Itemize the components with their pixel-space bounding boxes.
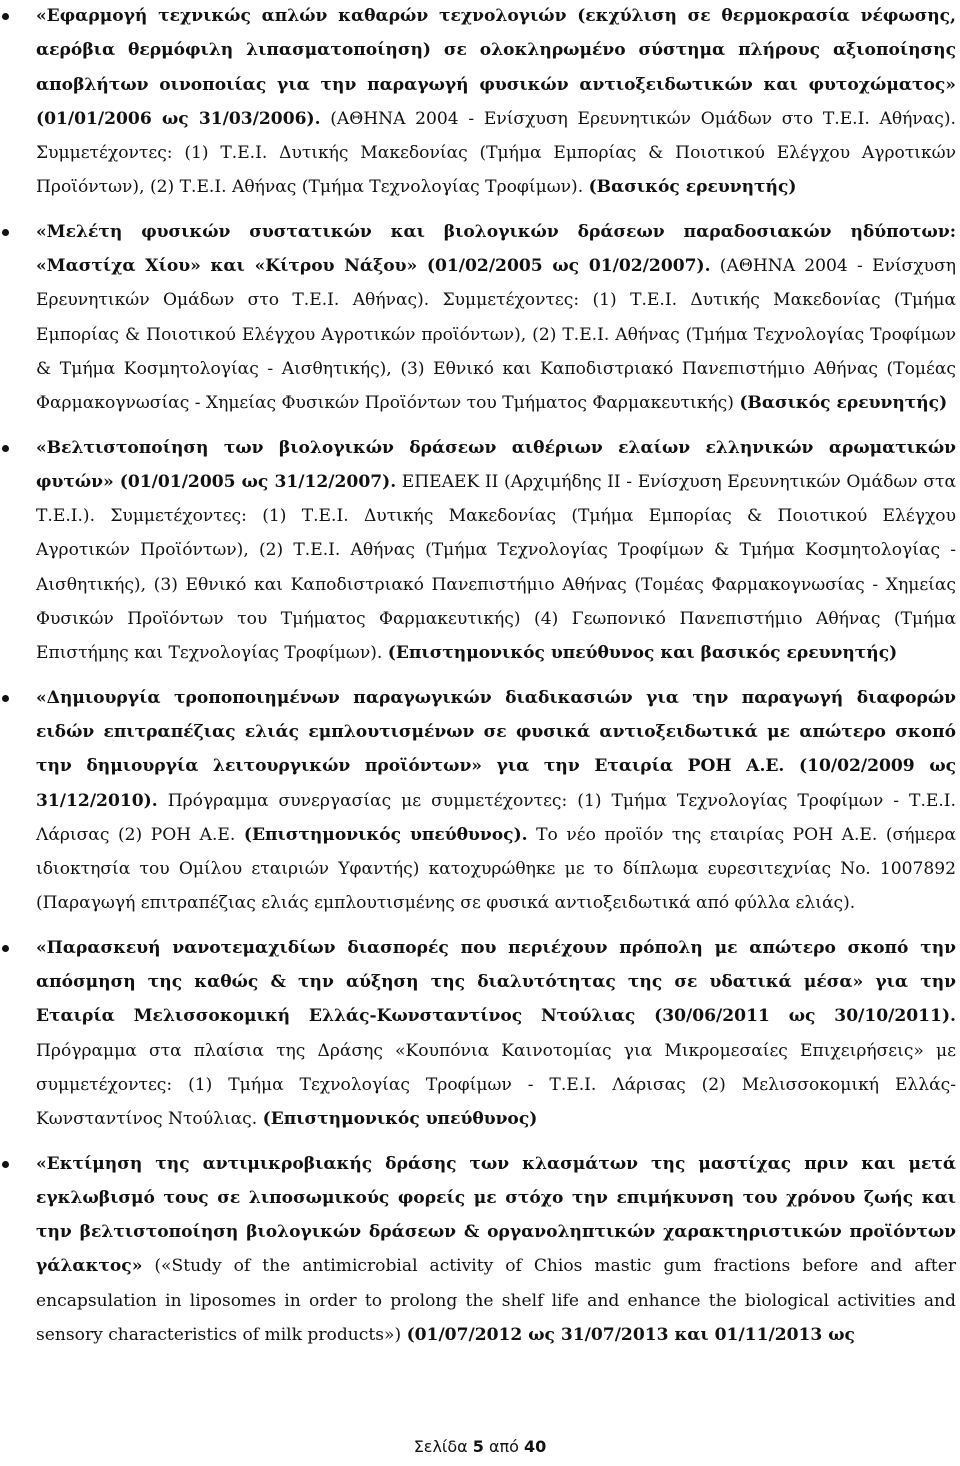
- page-total: 40: [524, 1437, 547, 1456]
- list-item: [0, 215, 956, 421]
- bullet-icon: [2, 445, 9, 452]
- bullet-icon: [2, 229, 9, 236]
- bullet-icon: [2, 695, 9, 702]
- footer-prefix: Σελίδα: [413, 1437, 473, 1456]
- project-title: «Παρασκευή νανοτεμαχιδίων διασπορές που περιέχουν πρόπολη με απώτερο σκοπό την απόσμηση της καθώς & την αύξηση της διαλυτότητας της σε υδατικά μέσα» για την Εταιρία Μελισσοκομική Ελλάς-Κωνσταντίνος Ντούλιας (30/06/2011 ως 30/10/2011).: [36, 937, 956, 1027]
- page-footer: [0, 1437, 960, 1457]
- project-role: (Βασικός ερευνητής): [588, 177, 797, 198]
- bullet-icon: [2, 945, 9, 952]
- project-details: Πρόγραμμα συνεργασίας με συμμετέχοντες: (1) Τμήμα Τεχνολογίας Τροφίμων - Τ.Ε.Ι. Λάρισας (2) ΡΟΗ Α.Ε.: [36, 790, 956, 845]
- list-item: [0, 0, 956, 205]
- project-title: «Βελτιστοποίηση των βιολογικών δράσεων αιθέριων ελαίων ελληνικών αρωματικών φυτών» (01/01/2005 ως 31/12/2007).: [36, 437, 956, 492]
- project-details: (ΑΘΗΝΑ 2004 - Ενίσχυση Ερευνητικών Ομάδων στο Τ.Ε.Ι. Αθήνας). Συμμετέχοντες: (1) Τ.Ε.Ι. Δυτικής Μακεδονίας (Τμήμα Εμπορίας & Ποιοτικού Ελέγχου Αγροτικών Προϊόντων), (2) Τ.Ε.Ι. Αθήνας (Τμήμα Τεχνολογίας Τροφίμων).: [36, 108, 956, 198]
- list-item: [0, 681, 956, 921]
- footer-middle: από: [483, 1437, 525, 1456]
- project-details: (ΑΘΗΝΑ 2004 - Ενίσχυση Ερευνητικών Ομάδων στο Τ.Ε.Ι. Αθήνας). Συμμετέχοντες: (1) Τ.Ε.Ι. Δυτικής Μακεδονίας (Τμήμα Εμπορίας & Ποιοτικού Ελέγχου Αγροτικών προϊόντων), (2) Τ.Ε.Ι. Αθήνας (Τμήμα Τεχνολογίας Τροφίμων & Τμήμα Κοσμητολογίας - Αισθητικής), (3) Εθνικό και Καποδιστριακό Πανεπιστήμιο Αθήνας (Τομέας Φαρμακογνωσίας - Χημείας Φυσικών Προϊόντων του Τμήματος Φαρμακευτικής): [36, 256, 956, 414]
- project-role: (Επιστημονικός υπεύθυνος): [262, 1109, 538, 1130]
- project-details: ΕΠΕΑΕΚ ΙΙ (Αρχιμήδης ΙΙ - Ενίσχυση Ερευνητικών Ομάδων στα Τ.Ε.Ι.). Συμμετέχοντες: (1) Τ.Ε.Ι. Δυτικής Μακεδονίας (Τμήμα Εμπορίας & Ποιοτικού Ελέγχου Αγροτικών Προϊόντων), (2) Τ.Ε.Ι. Αθήνας (Τμήμα Τεχνολογίας Τροφίμων & Τμήμα Κοσμητολογίας - Αισθητικής), (3) Εθνικό και Καποδιστριακό Πανεπιστήμιο Αθήνας (Τομέας Φαρμακογνωσίας - Χημείας Φυσικών Προϊόντων του Τμήματος Φαρμακευτικής) (4) Γεωπονικό Πανεπιστήμιο Αθήνας (Τμήμα Επιστήμης και Τεχνολογίας Τροφίμων).: [36, 471, 956, 664]
- project-dates: (01/07/2012 ως 31/07/2013 και 01/11/2013 ως: [406, 1324, 855, 1345]
- project-role: (Βασικός ερευνητής): [739, 393, 948, 414]
- bullet-icon: [2, 1161, 9, 1168]
- project-title: «Εφαρμογή τεχνικώς απλών καθαρών τεχνολογιών (εκχύλιση σε θερμοκρασία νέφωσης, αερόβια θερμόφιλη λιπασματοποίηση) σε ολοκληρωμένο σύστημα πλήρους αξιοποίησης αποβλήτων οινοποιίας για την παραγωγή φυσικών αντιοξειδωτικών και φυτοχώματος» (01/01/2006 ως 31/03/2006).: [36, 6, 956, 129]
- project-title: «Εκτίμηση της αντιμικροβιακής δράσης των κλασμάτων της μαστίχας πριν και μετά εγκλωβισμό τους σε λιποσωμικούς φορείς με στόχο την επιμήκυνση του χρόνου ζωής και την βελτιστοποίηση βιολογικών δράσεων & οργανοληπτικών χαρακτηριστικών προϊόντων γάλακτος»: [36, 1153, 956, 1277]
- list-item: [0, 431, 956, 671]
- project-role: (Επιστημονικός υπεύθυνος και βασικός ερευνητής): [387, 643, 898, 664]
- page-number: 5: [472, 1437, 484, 1456]
- list-item: [0, 931, 956, 1137]
- project-title: «Μελέτη φυσικών συστατικών και βιολογικών δράσεων παραδοσιακών ηδύποτων: «Μαστίχα Χίου» και «Κίτρου Νάξου» (01/02/2005 ως 01/02/2007).: [36, 221, 956, 277]
- list-item: [0, 1147, 956, 1353]
- project-outcome: Το νέο προϊόν της εταιρίας ΡΟΗ Α.Ε. (σήμερα ιδιοκτησία του Ομίλου εταιριών Υφαντής) κατοχυρώθηκε με το δίπλωμα ευρεσιτεχνίας No. 1007892 (Παραγωγή επιτραπέζιας ελιάς εμπλουτισμένης σε φυσικά αντιοξειδωτικά από φύλλα ελιάς).: [36, 824, 956, 914]
- project-details: Πρόγραμμα στα πλαίσια της Δράσης «Κουπόνια Καινοτομίας για Μικρομεσαίες Επιχειρήσεις» με συμμετέχοντες: (1) Τμήμα Τεχνολογίας Τροφίμων - Τ.Ε.Ι. Λάρισας (2) Μελισσοκομική Ελλάς-Κωνσταντίνος Ντούλιας.: [36, 1040, 956, 1130]
- project-role: (Επιστημονικός υπεύθυνος).: [243, 824, 528, 845]
- bullet-icon: [2, 13, 9, 20]
- project-details: («Study of the antimicrobial activity of Chios mastic gum fractions before and after encapsulation in liposomes in order to prolong the shelf life and enhance the biological activities and sensory characteristics of milk products»): [36, 1256, 956, 1345]
- project-title: «Δημιουργία τροποποιημένων παραγωγικών διαδικασιών για την παραγωγή διαφορών ειδών επιτραπέζιας ελιάς εμπλουτισμένων σε φυσικά αντιοξειδωτικά με απώτερο σκοπό την δημιουργία λειτουργικών προϊόντων» για την Εταιρία ΡΟΗ Α.Ε. (10/02/2009 ως 31/12/2010).: [36, 687, 956, 811]
